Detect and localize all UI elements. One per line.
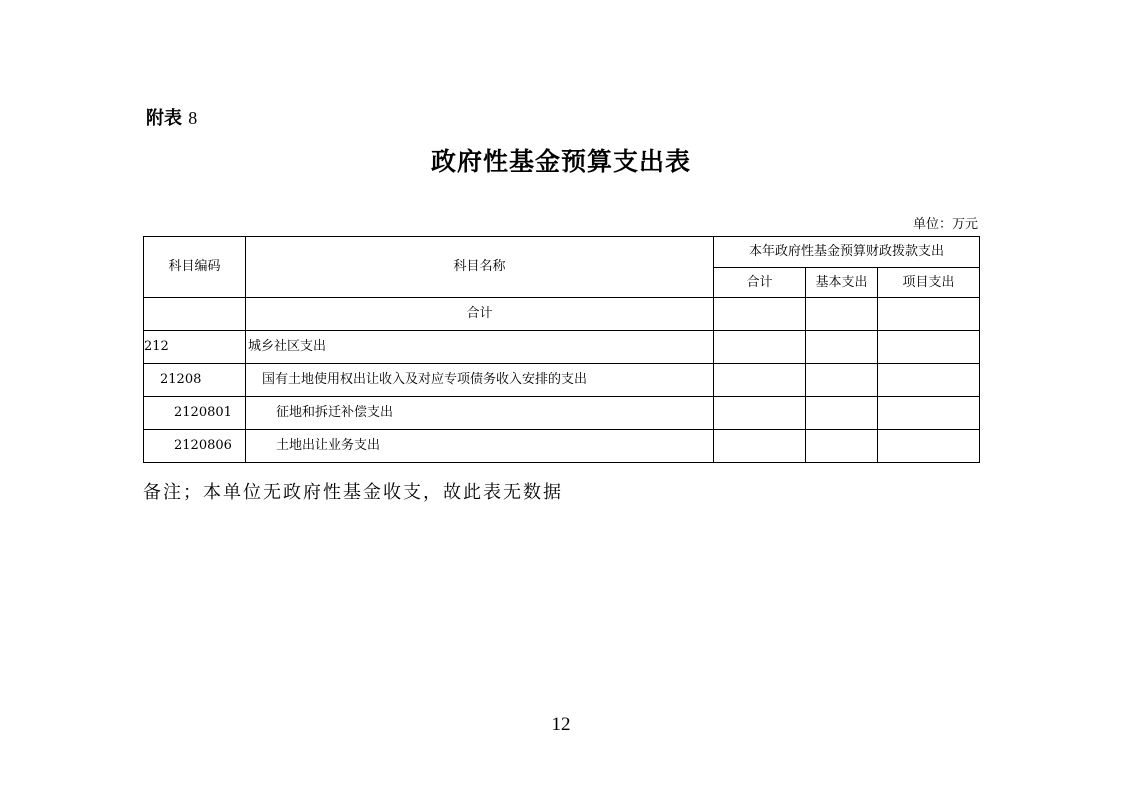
row-total bbox=[714, 430, 806, 463]
row-total bbox=[714, 364, 806, 397]
header-total: 合计 bbox=[714, 267, 806, 298]
row-code: 212 bbox=[144, 331, 246, 364]
header-group: 本年政府性基金预算财政拨款支出 bbox=[714, 237, 980, 268]
row-code: 21208 bbox=[144, 364, 246, 397]
row-name: 土地出让业务支出 bbox=[246, 430, 714, 463]
total-row bbox=[144, 298, 980, 331]
appendix-number: 8 bbox=[188, 108, 198, 128]
row-basic bbox=[806, 430, 878, 463]
page-number: 12 bbox=[551, 714, 571, 735]
row-project bbox=[878, 397, 980, 430]
header-code: 科目编码 bbox=[144, 237, 246, 298]
row-project bbox=[878, 331, 980, 364]
budget-table bbox=[143, 236, 980, 463]
header-name: 科目名称 bbox=[246, 237, 714, 298]
appendix-prefix: 附表 bbox=[146, 108, 182, 129]
total-total bbox=[714, 298, 806, 331]
footnote: 备注；本单位无政府性基金收支，故此表无数据 bbox=[143, 482, 563, 503]
header-basic: 基本支出 bbox=[806, 267, 878, 298]
appendix-label bbox=[146, 104, 197, 130]
row-name: 征地和拆迁补偿支出 bbox=[246, 397, 714, 430]
total-label: 合计 bbox=[246, 298, 714, 331]
total-project bbox=[878, 298, 980, 331]
row-name: 国有土地使用权出让收入及对应专项债务收入安排的支出 bbox=[246, 364, 714, 397]
header-project: 项目支出 bbox=[878, 267, 980, 298]
unit-label: 单位：万元 bbox=[912, 217, 978, 232]
table-row bbox=[144, 331, 980, 364]
table-row bbox=[144, 430, 980, 463]
page-title: 政府性基金预算支出表 bbox=[430, 147, 691, 176]
row-code: 2120806 bbox=[144, 430, 246, 463]
row-basic bbox=[806, 364, 878, 397]
row-project bbox=[878, 364, 980, 397]
total-code-cell bbox=[144, 298, 246, 331]
row-basic bbox=[806, 397, 878, 430]
row-code: 2120801 bbox=[144, 397, 246, 430]
row-project bbox=[878, 430, 980, 463]
table-row bbox=[144, 397, 980, 430]
total-basic bbox=[806, 298, 878, 331]
row-name: 城乡社区支出 bbox=[246, 331, 714, 364]
row-basic bbox=[806, 331, 878, 364]
row-total bbox=[714, 331, 806, 364]
table-row bbox=[144, 364, 980, 397]
header-row bbox=[144, 237, 980, 268]
row-total bbox=[714, 397, 806, 430]
